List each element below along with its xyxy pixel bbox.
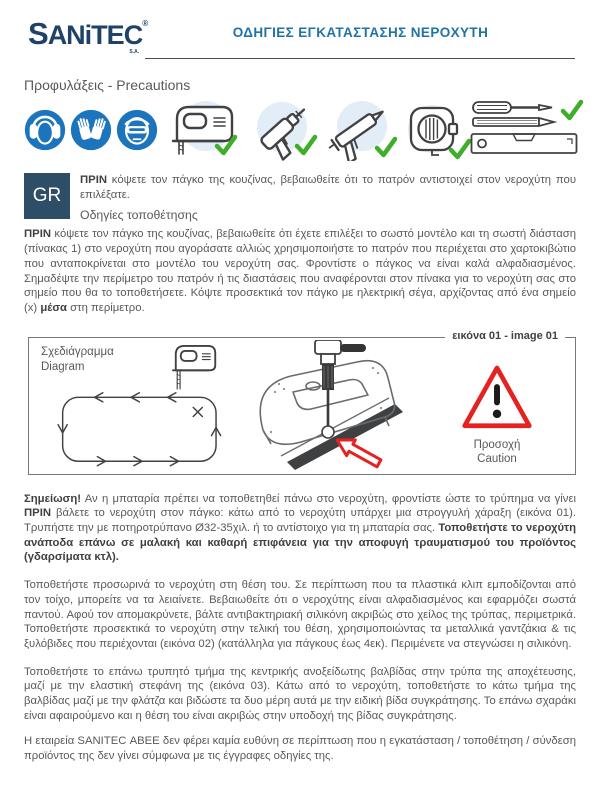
caution-label-gr: Προσοχή xyxy=(473,438,521,451)
gr-section xyxy=(24,173,576,222)
cut-path-diagram xyxy=(51,390,235,474)
caution-label-en: Caution xyxy=(477,453,517,465)
tape-measure-tool xyxy=(402,99,466,161)
check-icon xyxy=(560,98,584,122)
warning-triangle-icon xyxy=(458,362,536,430)
jigsaw-tool xyxy=(162,99,240,161)
diagram-label-gr: Σχεδιάγραμμα xyxy=(41,345,114,358)
disclaimer-paragraph: Η εταιρεία SANITEC ΑΒΕΕ δεν φέρει καμία ευθύνη σε περίπτωση που η εγκατάσταση / τοποθέτηση / σύνδεση προϊόντος της δεν γίνει σύμφωνα με τις έγγραφες οδηγίες της. xyxy=(24,735,576,763)
installation-heading: Οδηγίες τοποθέτησης xyxy=(80,208,198,223)
diagram-label xyxy=(41,345,114,376)
sanitec-logo xyxy=(28,16,149,55)
gr-intro-text: ΠΡΙΝ κόψετε τον πάγκο της κουζίνας, βεβαιωθείτε ότι το πατρόν αντιστοιχεί στον νεροχύτη που επιλέξατε. xyxy=(80,174,576,201)
check-icon xyxy=(374,135,398,159)
drill-tool xyxy=(244,99,318,161)
caution-label xyxy=(445,438,549,467)
jigsaw-icon xyxy=(165,340,221,392)
intro-paragraph: ΠΡΙΝ κόψετε τον πάγκο της κουζίνας, βεβαιωθείτε ότι έχετε επιλέξει το σωστό μοντέλο και τη σωστή διάσταση (πίνακας 1) στο νεροχύτη που αγοράσατε αλλιώς χρησιμοποιήστε το πατρόν που περιέχεται στο χαρτοκιβώτιο που ανταποκρίνεται στο μοντέλο του νεροχύτη σας. Φροντίστε ο πάγκος να είναι καλά αλφαδιασμένος. Σημαδέψτε την περίμετρο του πατρόν ή τις διαστάσεις που αναφέρονται στον πίνακα για το νεροχύτη σας στο σημείο που θα το τοποθετήσετε. Κόψτε προσεκτικά τον πάγκο με ηλεκτρική σέγα, αρχίζοντας από ένα σημείο (x) μέσα στη περίμετρο. xyxy=(24,228,576,314)
valve-paragraph: Τοποθετήστε το επάνω τρυπητό τμήμα της κεντρικής ανοξείδωτης βαλβίδας στην τρύπα της αποχέτευσης, μαζί με την ελαστική στεφάνη της (εικόνα 03). Κάτω από το νεροχύτη, τοποθετήστε το κάτω τμήμα της βαλβίδας μαζί με την φλάτζα και βιδώστε τα δυο μέρη αυτά με την ειδική βίδα συγκράτησης. Το επάνω σχαράκι είναι αφαιρούμενο και η θέση του είναι ακριβώς στην υποδοχή της βίδας συγκράτησης. xyxy=(24,665,576,722)
caution-block xyxy=(445,362,549,467)
face-shield-icon xyxy=(116,109,158,151)
check-icon xyxy=(214,133,238,157)
page-header xyxy=(24,14,576,68)
marking-tools xyxy=(470,99,582,161)
ear-protection-icon xyxy=(24,109,66,151)
caulk-gun-tool xyxy=(322,99,398,161)
fitting-paragraph: Τοποθετήστε προσωρινά το νεροχύτη στη θέση του. Σε περίπτωση που τα πλαστικά κλιπ εμποδίζονται από τον τοίχο, μπορείτε να τα λειαίνετε. Βεβαιωθείτε ότι ο νεροχύτης είναι αλφαδιασμένος και εφαρμόζει σωστά παντού. Αφού τον απομακρύνετε, βάλτε αντιβακτηριακή σιλικόνη ακριβώς στο χείλος της τρύπας, περιμετρικά. Τοποθετήστε προσεκτικά το νεροχύτη στην τελική του θέση, χρησιμοποιώντας τα μεταλλικά γαντζάκια & τις ξυλόβιδες που περιέχονται (εικόνα 02) (κατάλληλα για πάγκους έως 4εκ). Περιμένετε να στεγνώσει η σιλικόνη. xyxy=(24,579,576,650)
page-title: ΟΔΗΓΙΕΣ ΕΓΚΑΤΑΣΤΑΣΗΣ ΝΕΡΟΧΥΤΗ xyxy=(232,25,489,40)
precaution-icons-row xyxy=(24,99,576,161)
precautions-heading: Προφυλάξεις - Precautions xyxy=(24,77,191,93)
drill-in-illustration xyxy=(315,340,366,438)
registered-mark: ® xyxy=(142,19,149,28)
figure-label: εικόνα 01 - image 01 xyxy=(445,330,565,342)
language-badge: GR xyxy=(24,173,70,219)
check-icon xyxy=(294,133,318,157)
header-divider xyxy=(145,58,575,59)
drilling-illustration xyxy=(237,340,419,474)
logo-sa: S.A. xyxy=(129,49,140,55)
logo-rest: ANiTEC xyxy=(47,20,143,50)
protective-gloves-icon xyxy=(70,109,112,151)
note-paragraph: Σημείωση! Αν η μπαταρία πρέπει να τοποθετηθεί πάνω στο νεροχύτη, φροντίστε ώστε το τρύπημα να γίνει ΠΡΙΝ βάλετε το νεροχύτη στον πάγκο: κάτω από το νεροχύτη υπάρχει μια στρογγυλή χάραξη (εικόνα 01). Τρυπήστε την με ποτηροτρύπανο Ø32-35χιλ. ή το αντίστοιχο για τη μπαταρία σας. Τοποθετήστε το νεροχύτη ανάποδα επάνω σε μαλακή και καθαρή επιφάνεια για την αποφυγή τραυματισμού του προϊόντος (γδαρσίματα κτλ). xyxy=(24,492,576,564)
figure-01 xyxy=(28,329,576,475)
logo-initial: S xyxy=(28,16,48,51)
diagram-label-en: Diagram xyxy=(41,361,85,374)
check-icon xyxy=(448,137,472,161)
